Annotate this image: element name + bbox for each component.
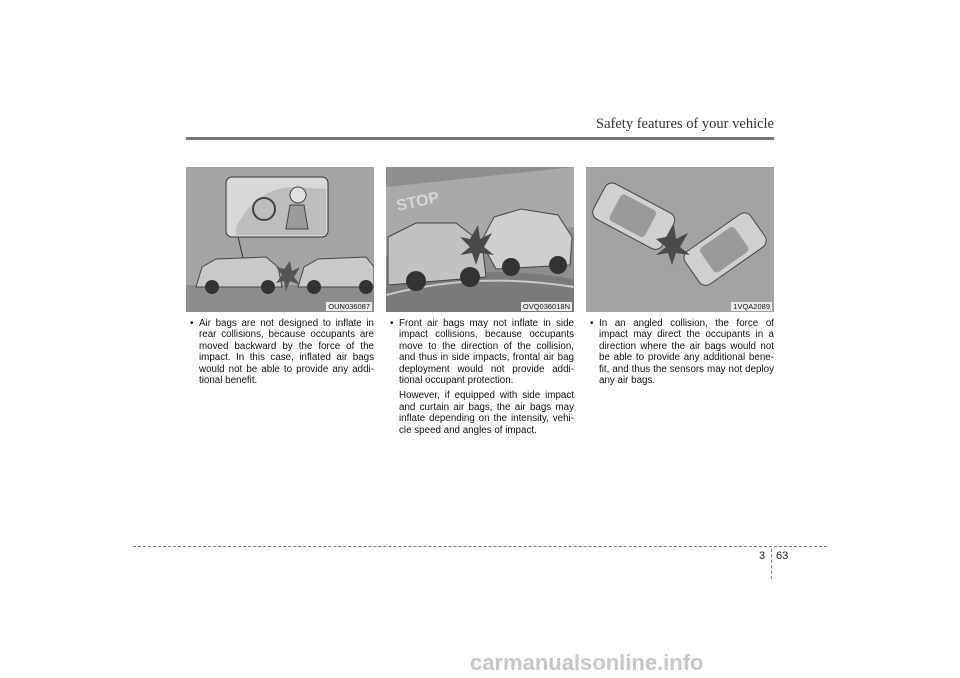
figure-angled-collision <box>586 167 774 312</box>
angled-collision-illustration <box>586 167 774 312</box>
column-rear-collision <box>186 167 374 386</box>
watermark: carmanualsonline.info <box>470 650 704 675</box>
bullet-text: • Front air bags may not inflate in side impact collisions, because occupants move to the direction of the collision, and thus in side impacts, frontal air bag deployment would not provide addi- tional occupant protection. <box>386 318 574 386</box>
rear-collision-illustration <box>186 167 374 312</box>
figure-side-impact <box>386 167 574 312</box>
chapter-number: 3 <box>759 550 766 562</box>
column-angled-collision <box>586 167 774 386</box>
footer-rule <box>133 546 827 547</box>
stop-road-marking: STOP <box>394 189 441 215</box>
figure-rear-collision <box>186 167 374 312</box>
bullet-text: • Air bags are not designed to inflate in rear collisions, because occupants are moved backward by the force of the impact. In this case, inflated air bags would not be able to provide any addi- tional benefit. <box>186 318 374 386</box>
page-header-title: Safety features of your vehicle <box>596 116 774 132</box>
page-number: 63 <box>776 550 789 562</box>
figure-code: OUN036087 <box>328 302 370 311</box>
column-side-impact <box>386 167 574 436</box>
paragraph-text: However, if equipped with side impact and curtain air bags, the air bags may inflate depending on the intensity, vehi- cle speed and angles of impact. <box>399 390 574 436</box>
figure-code: 1VQA2089 <box>733 302 770 311</box>
page-number-divider <box>771 549 772 579</box>
side-impact-illustration <box>386 167 574 312</box>
bullet-text: • In an angled collision, the force of impact may direct the occupants in a direction where the air bags would not be able to provide any additional bene- fit, and thus the sensors may not deploy any air bags. <box>586 318 774 386</box>
header-rule <box>186 137 774 140</box>
figure-code: OVQ036018N <box>522 302 570 311</box>
